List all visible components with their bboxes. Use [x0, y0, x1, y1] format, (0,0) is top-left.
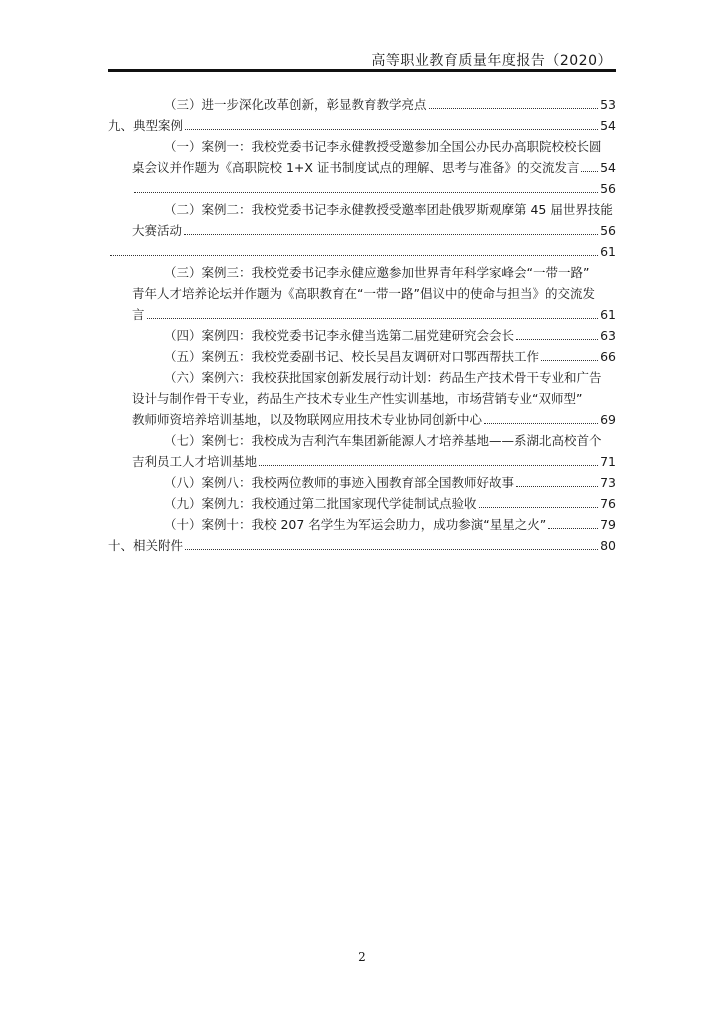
dot-leader [516, 339, 598, 340]
toc-entry[interactable] [108, 304, 616, 325]
toc-entry-page: 80 [600, 538, 616, 553]
toc-entry-page: 54 [600, 118, 616, 133]
toc-entry-text: （九）案例九：我校通过第二批国家现代学徒制试点验收 [164, 496, 477, 511]
dot-leader [184, 234, 598, 235]
toc-entry-text: 九、典型案例 [108, 118, 184, 133]
toc-entry[interactable] [108, 535, 616, 556]
toc-entry[interactable] [108, 115, 616, 136]
toc-entry-text: 言 [132, 307, 145, 322]
toc-entry-text: （八）案例八：我校两位教师的事迹入围教育部全国教师好故事 [164, 475, 515, 490]
toc-entry-line[interactable]: （二）案例二：我校党委书记李永健教授受邀率团赴俄罗斯观摩第 45 届世界技能 [164, 202, 613, 217]
toc-entry[interactable] [108, 514, 616, 535]
dot-leader [185, 129, 598, 130]
toc-entry-text: （五）案例五：我校党委副书记、校长吴昌友调研对口鄂西帮扶工作 [164, 349, 540, 364]
toc-entry-page: 53 [600, 97, 616, 112]
toc-entry-page: 69 [600, 412, 616, 427]
toc-entry-text: 十、相关附件 [108, 538, 184, 553]
dot-leader [541, 360, 598, 361]
toc-entry[interactable] [108, 157, 616, 178]
toc-entry-text: （四）案例四：我校党委书记李永健当选第二届党建研究会会长 [164, 328, 515, 343]
toc-entry[interactable] [108, 94, 616, 115]
toc-entry-page: 61 [600, 307, 616, 322]
dot-leader [134, 192, 598, 193]
toc-entry-text: 教师师资培养培训基地，以及物联网应用技术专业协同创新中心 [132, 412, 483, 427]
toc-entry-text: （十）案例十：我校 207 名学生为军运会助力，成功参演“星星之火” [164, 517, 547, 532]
table-of-contents [108, 94, 616, 556]
toc-entry-page: 56 [600, 223, 616, 238]
toc-entry-page: 71 [600, 454, 616, 469]
toc-entry-page: 79 [600, 517, 616, 532]
toc-entry-line[interactable]: （一）案例一：我校党委书记李永健教授受邀参加全国公办民办高职院校校长圆 [164, 139, 602, 154]
toc-entry-line[interactable]: 设计与制作骨干专业，药品生产技术专业生产性实训基地，市场营销专业“双师型” [132, 391, 583, 406]
toc-entry-page: 76 [600, 496, 616, 511]
dot-leader [429, 108, 599, 109]
toc-entry-page: 66 [600, 349, 616, 364]
toc-entry-text: （三）进一步深化改革创新，彰显教育教学亮点 [164, 97, 427, 112]
dot-leader [110, 255, 598, 256]
header-divider [108, 69, 616, 72]
toc-entry[interactable] [108, 220, 616, 241]
toc-entry[interactable] [108, 178, 616, 199]
toc-entry[interactable] [108, 472, 616, 493]
toc-entry-line[interactable]: （三）案例三：我校党委书记李永健应邀参加世界青年科学家峰会“一带一路” [164, 265, 590, 280]
dot-leader [147, 318, 599, 319]
toc-entry[interactable] [108, 325, 616, 346]
dot-leader [516, 486, 598, 487]
toc-entry[interactable] [108, 241, 616, 262]
dot-leader [259, 465, 598, 466]
toc-entry-text: 大赛活动 [132, 223, 183, 238]
dot-leader [581, 171, 598, 172]
toc-entry[interactable] [108, 451, 616, 472]
dot-leader [484, 423, 598, 424]
toc-entry-page: 61 [600, 244, 616, 259]
dot-leader [185, 549, 598, 550]
report-header-title: 高等职业教育质量年度报告（2020） [371, 53, 612, 69]
dot-leader [479, 507, 599, 508]
toc-entry[interactable] [108, 493, 616, 514]
toc-entry-line[interactable]: 青年人才培养论坛并作题为《高职教育在“一带一路”倡议中的使命与担当》的交流发 [132, 286, 595, 301]
toc-entry[interactable] [108, 409, 616, 430]
toc-entry-line[interactable]: （六）案例六：我校获批国家创新发展行动计划：药品生产技术骨干专业和广告 [164, 370, 602, 385]
dot-leader [548, 528, 598, 529]
toc-entry-line[interactable]: （七）案例七：我校成为吉利汽车集团新能源人才培养基地——系湖北高校首个 [164, 433, 602, 448]
toc-entry-text: 桌会议并作题为《高职院校 1+X 证书制度试点的理解、思考与准备》的交流发言 [132, 160, 580, 175]
toc-entry-page: 63 [600, 328, 616, 343]
page-number: 2 [358, 950, 366, 964]
toc-entry[interactable] [108, 346, 616, 367]
toc-entry-page: 56 [600, 181, 616, 196]
toc-entry-text: 吉利员工人才培训基地 [132, 454, 258, 469]
toc-entry-page: 54 [600, 160, 616, 175]
toc-entry-page: 73 [600, 475, 616, 490]
